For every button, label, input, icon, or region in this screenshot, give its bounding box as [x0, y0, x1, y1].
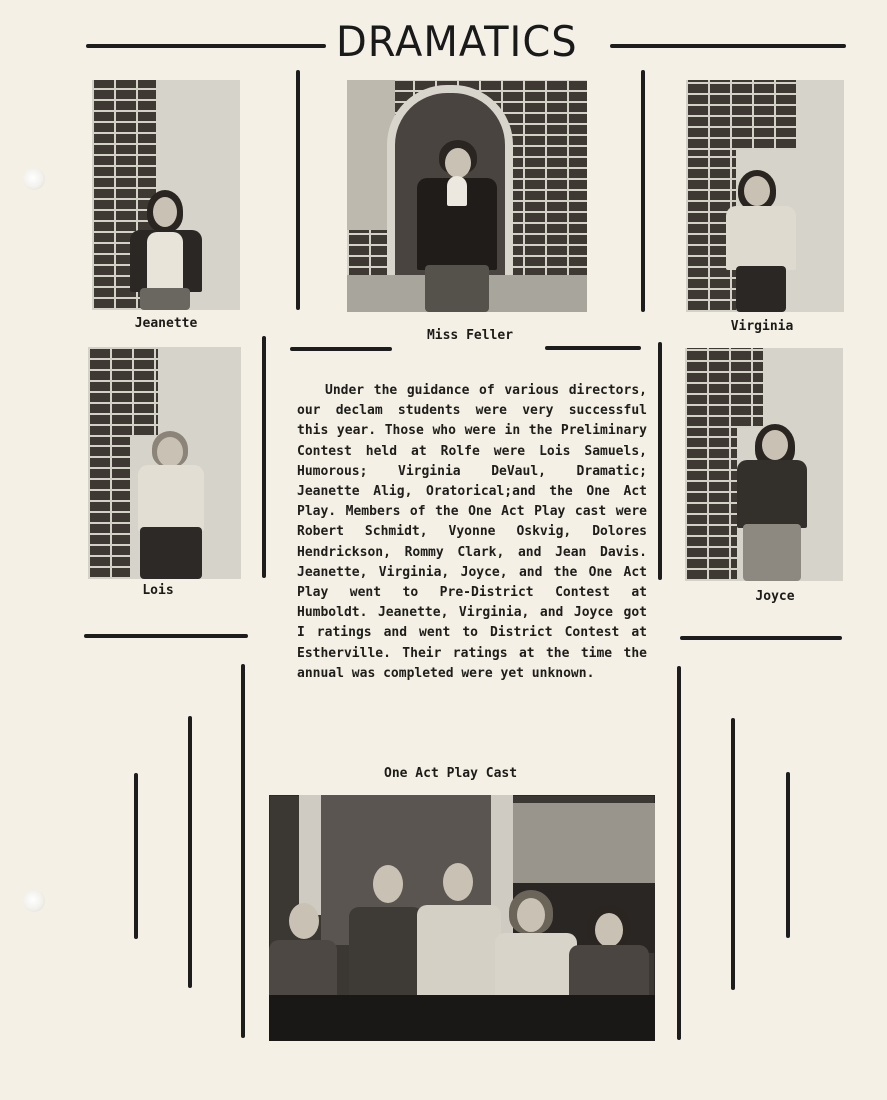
caption-joyce: Joyce	[755, 589, 795, 604]
divider	[545, 346, 641, 350]
caption-miss-feller: Miss Feller	[426, 328, 514, 343]
divider	[677, 666, 681, 1040]
divider	[641, 70, 645, 312]
caption-jeanette: Jeanette	[134, 316, 198, 331]
divider	[84, 634, 248, 638]
divider	[658, 342, 662, 580]
divider	[262, 336, 266, 578]
article-text: Under the guidance of various directors, our declam students were very successful this year. Those who were in the Preliminary Contest held at Rolfe were Lois Samuels, Humorous; Virginia DeVaul, Dramatic; Jeanette Alig, Oratorical;and the One Act Play. Members of the One Act Play cast were Robert Schmidt, Vyonne Oskvig, Dolores Hendrickson, Rommy Clark, and Jean Davis. Jeanette, Virginia, Joyce, and the One Act Play went to Pre-District Contest at Humboldt. Jeanette, Virginia, and Joyce got I ratings and went to District Contest at Estherville. Their ratings at the time the annual was completed were yet unknown.	[297, 383, 647, 681]
photo-one-act-play-cast	[269, 795, 655, 1041]
photo-virginia	[686, 80, 844, 312]
divider	[680, 636, 842, 640]
page-title: DRAMATICS	[336, 18, 578, 67]
title-rule-right	[610, 44, 846, 48]
divider	[786, 772, 790, 938]
divider	[296, 70, 300, 310]
caption-lois: Lois	[142, 583, 174, 598]
title-rule-left	[86, 44, 326, 48]
caption-virginia: Virginia	[730, 319, 794, 334]
divider	[731, 718, 735, 990]
punch-hole-bottom	[23, 890, 45, 912]
divider	[134, 773, 138, 939]
caption-cast: One Act Play Cast	[384, 766, 518, 781]
divider	[241, 664, 245, 1038]
photo-lois	[88, 347, 241, 579]
photo-jeanette	[92, 80, 240, 310]
punch-hole-top	[23, 168, 45, 190]
divider	[290, 347, 392, 351]
photo-joyce	[685, 348, 843, 581]
photo-miss-feller	[347, 80, 587, 312]
divider	[188, 716, 192, 988]
